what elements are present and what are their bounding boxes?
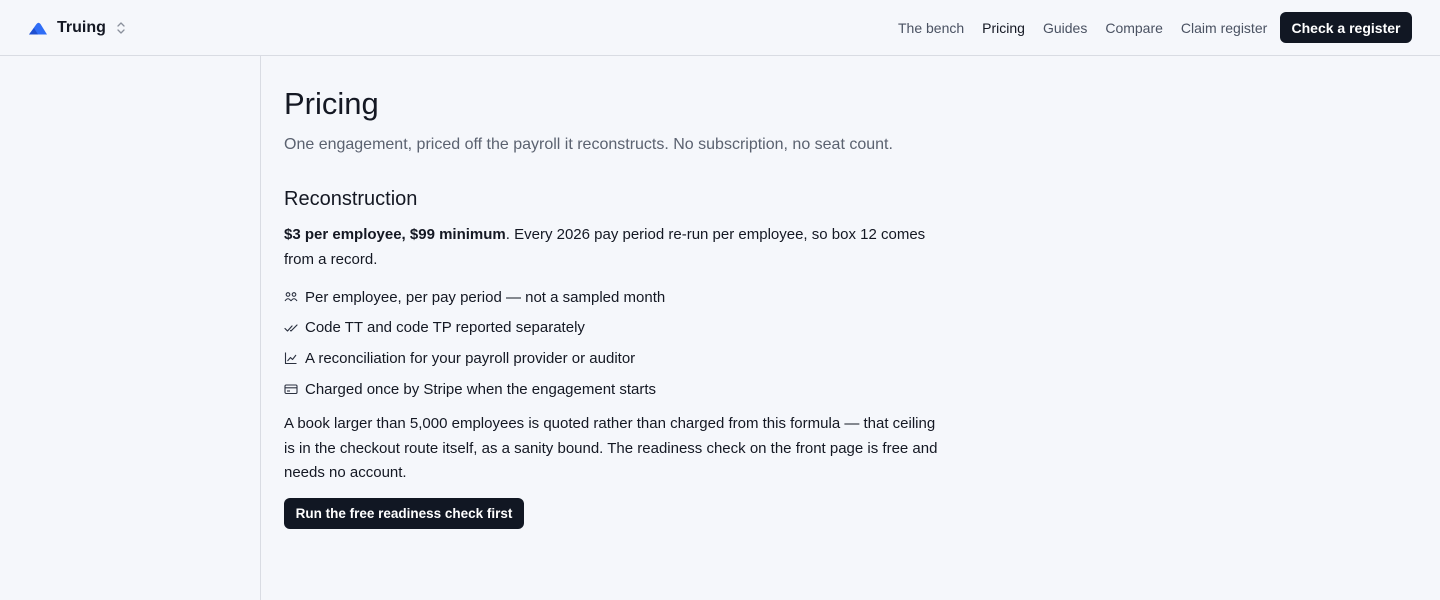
- nav-link-the-bench[interactable]: The bench: [898, 19, 965, 36]
- run-readiness-check-button[interactable]: Run the free readiness check first: [284, 498, 524, 529]
- nav-link-claim-register[interactable]: Claim register: [1180, 19, 1268, 36]
- feature-item: [284, 374, 665, 405]
- feature-list: [284, 282, 665, 404]
- sidebar-divider: [260, 56, 261, 600]
- feature-label: Charged once by Stripe when the engagement starts: [305, 380, 657, 398]
- nav-link-pricing[interactable]: Pricing: [982, 19, 1025, 36]
- cloud-logo-icon: [28, 20, 48, 36]
- double-check-icon: [284, 321, 298, 335]
- chevron-up-down-icon: [116, 20, 126, 36]
- quote-note: A book larger than 5,000 employees is quoted rather than charged from this formula — that ceiling is in the checkout route itself, as a sanity bound. The readiness check on the front page is free and needs no account.: [284, 415, 938, 481]
- nav-link-guides[interactable]: Guides: [1042, 19, 1088, 36]
- feature-item: [284, 313, 665, 344]
- trend-chart-icon: [284, 351, 298, 365]
- brand-name: Truing: [57, 19, 106, 36]
- top-navigation-bar: [0, 0, 1440, 56]
- price-description: [284, 222, 944, 272]
- page-title: Pricing: [284, 86, 379, 121]
- main-nav-links: [880, 0, 1267, 55]
- page-subtitle: One engagement, priced off the payroll it reconstructs. No subscription, no seat count.: [284, 136, 893, 153]
- check-register-button[interactable]: Check a register: [1280, 12, 1412, 43]
- credit-card-icon: [284, 382, 298, 396]
- nav-link-compare[interactable]: Compare: [1105, 19, 1163, 36]
- feature-label: A reconciliation for your payroll provider or auditor: [305, 349, 636, 367]
- section-title: Reconstruction: [284, 188, 418, 210]
- price-headline: $3 per employee, $99 minimum: [284, 226, 506, 243]
- brand-switcher[interactable]: [28, 17, 126, 39]
- price-detail: . Every 2026 pay period re-run per employee, so box 12 comes from a record.: [284, 226, 926, 268]
- people-icon: [284, 290, 298, 304]
- feature-item: [284, 343, 665, 374]
- feature-item: [284, 282, 665, 313]
- feature-label: Code TT and code TP reported separately: [305, 319, 585, 337]
- feature-label: Per employee, per pay period — not a sampled month: [305, 288, 666, 306]
